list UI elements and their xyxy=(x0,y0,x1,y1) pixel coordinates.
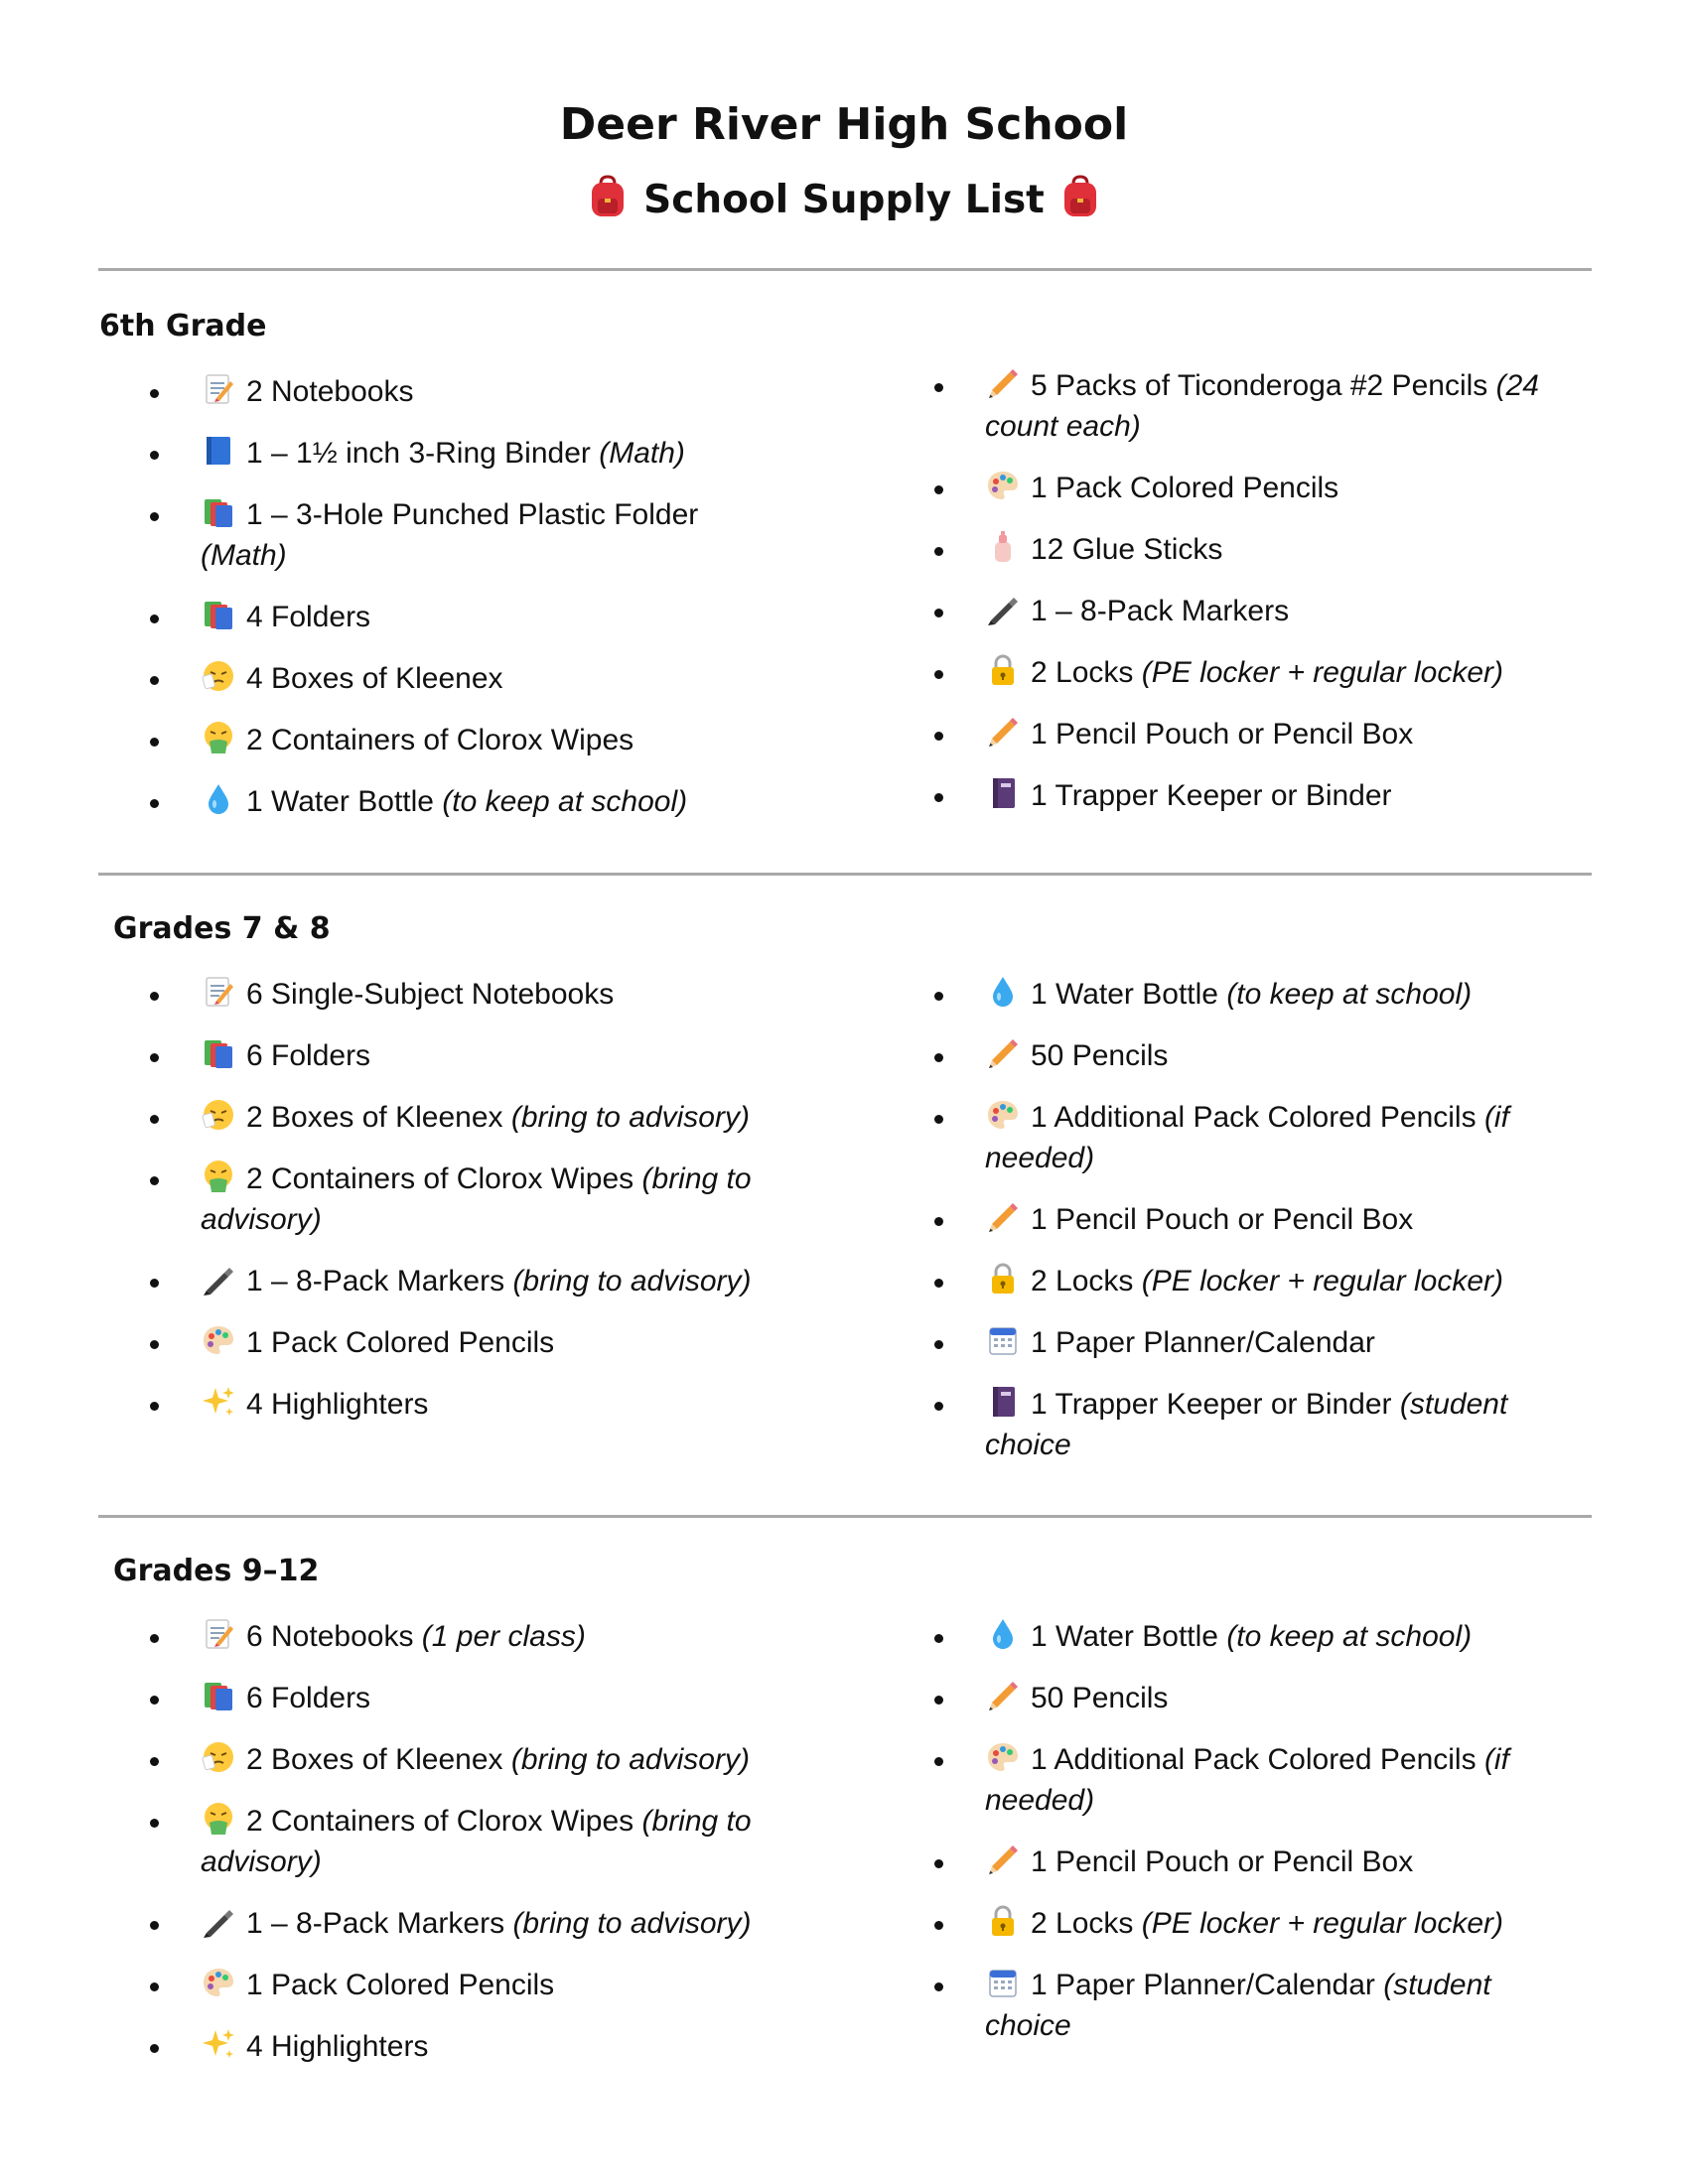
supply-item xyxy=(149,974,784,1015)
supply-item-text: 1 – 8-Pack Markers xyxy=(1031,595,1290,627)
supply-list-right xyxy=(933,974,1569,1486)
supply-item xyxy=(933,1903,1569,1944)
supply-item-note: (PE locker + regular locker) xyxy=(1141,1907,1504,1940)
supply-item-text: 5 Packs of Ticonderoga #2 Pencils xyxy=(1031,369,1488,402)
supply-item xyxy=(933,1384,1569,1465)
supply-item-note: (bring to advisory) xyxy=(512,1907,752,1940)
supply-item xyxy=(933,1842,1569,1882)
supply-item-text: 2 Containers of Clorox Wipes xyxy=(246,724,634,756)
supply-item xyxy=(933,974,1569,1015)
supply-item xyxy=(933,714,1569,754)
supply-item-text: 6 Folders xyxy=(246,1682,371,1714)
memo-icon xyxy=(201,974,236,1010)
supply-item-note: (to keep at school) xyxy=(442,785,688,818)
palette-icon xyxy=(201,1965,236,2000)
droplet-icon xyxy=(985,1616,1021,1652)
supply-item xyxy=(149,597,784,637)
section-heading xyxy=(99,911,331,946)
supply-item-text: 1 Trapper Keeper or Binder xyxy=(1031,779,1392,812)
supply-item-text: 2 Notebooks xyxy=(246,375,414,408)
supply-item-text: 1 – 3-Hole Punched Plastic Folder xyxy=(246,498,699,531)
supply-item-text: 2 Locks xyxy=(1031,1907,1134,1940)
blue-book-icon xyxy=(201,433,236,469)
supply-item xyxy=(933,529,1569,570)
pen-icon xyxy=(201,1261,236,1297)
supply-item-text: 1 Pack Colored Pencils xyxy=(246,1969,555,2001)
droplet-icon xyxy=(201,781,236,817)
supply-item xyxy=(149,1678,784,1718)
supply-item-text: 6 Folders xyxy=(246,1039,371,1072)
supply-item-note: (bring to advisory) xyxy=(510,1743,750,1776)
supply-item-text: 1 Pencil Pouch or Pencil Box xyxy=(1031,1845,1414,1878)
lock-icon xyxy=(985,1261,1021,1297)
supply-item-text: 1 Additional Pack Colored Pencils xyxy=(1031,1101,1477,1134)
supply-item-note: (Math) xyxy=(599,437,685,470)
sparkles-icon xyxy=(201,1384,236,1420)
supply-item-note: (to keep at school) xyxy=(1226,1620,1473,1653)
droplet-icon xyxy=(985,974,1021,1010)
supply-item-text: 1 Paper Planner/Calendar xyxy=(1031,1969,1375,2001)
supply-item-text: 1 Water Bottle xyxy=(246,785,434,818)
supply-item-text: 4 Highlighters xyxy=(246,1388,429,1421)
palette-icon xyxy=(985,468,1021,503)
supply-item-text: 6 Single-Subject Notebooks xyxy=(246,978,615,1011)
supply-item-text: 6 Notebooks xyxy=(246,1620,414,1653)
supply-item-text: 2 Containers of Clorox Wipes xyxy=(246,1162,634,1195)
section-heading: 6th Grade xyxy=(99,309,267,343)
supply-item xyxy=(933,1739,1569,1821)
supply-item-text: 1 Pencil Pouch or Pencil Box xyxy=(1031,1203,1414,1236)
sneezing-face-icon xyxy=(201,1097,236,1133)
supply-item xyxy=(933,1322,1569,1363)
pen-icon xyxy=(985,591,1021,626)
supply-item-note: (bring to advisory) xyxy=(201,1805,752,1878)
supply-item xyxy=(933,1261,1569,1301)
pencil-icon xyxy=(985,714,1021,750)
section-heading-text: Grades 9–12 xyxy=(113,1554,320,1588)
supply-item-text: 12 Glue Sticks xyxy=(1031,533,1223,566)
glue-bottle-icon xyxy=(985,529,1021,565)
supply-list-left xyxy=(149,371,784,843)
supply-item xyxy=(149,1035,784,1076)
supply-item xyxy=(149,494,784,576)
supply-item-note: (if needed) xyxy=(985,1101,1509,1174)
supply-item-text: 50 Pencils xyxy=(1031,1039,1169,1072)
supply-item-text: 1 – 8-Pack Markers xyxy=(246,1265,505,1297)
supply-item xyxy=(933,652,1569,693)
calendar-icon xyxy=(985,1965,1021,2000)
supply-item xyxy=(149,720,784,760)
supply-item xyxy=(149,1965,784,2005)
palette-icon xyxy=(985,1097,1021,1133)
school-title: Deer River High School xyxy=(559,99,1129,150)
supply-item-note: (if needed) xyxy=(985,1743,1509,1817)
supply-item-text: 1 – 1½ inch 3-Ring Binder xyxy=(246,437,591,470)
supply-item xyxy=(149,1801,784,1882)
supply-item xyxy=(149,658,784,699)
lock-icon xyxy=(985,1903,1021,1939)
books-icon xyxy=(201,1035,236,1071)
supply-list-right xyxy=(933,365,1569,837)
pencil-icon xyxy=(985,1842,1021,1877)
pencil-icon xyxy=(985,1035,1021,1071)
supply-item-text: 50 Pencils xyxy=(1031,1682,1169,1714)
palette-icon xyxy=(201,1322,236,1358)
lock-icon xyxy=(985,652,1021,688)
supply-item xyxy=(149,1159,784,1240)
supply-item xyxy=(149,1384,784,1425)
supply-item xyxy=(149,1322,784,1363)
divider xyxy=(98,268,1592,271)
supply-item-text: 4 Folders xyxy=(246,601,371,633)
supply-item xyxy=(149,1097,784,1138)
pencil-icon xyxy=(985,1199,1021,1235)
backpack-icon xyxy=(1060,175,1100,218)
supply-item-text: 1 Paper Planner/Calendar xyxy=(1031,1326,1375,1359)
vomiting-face-icon xyxy=(201,1801,236,1837)
supply-item xyxy=(149,1739,784,1780)
supply-item-note: (bring to advisory) xyxy=(512,1265,752,1297)
supply-item-text: 1 Pencil Pouch or Pencil Box xyxy=(1031,718,1414,751)
supply-item xyxy=(149,1261,784,1301)
memo-icon xyxy=(201,1616,236,1652)
supply-item xyxy=(149,371,784,412)
backpack-icon xyxy=(588,175,628,218)
divider xyxy=(98,1515,1592,1518)
section-heading xyxy=(99,1554,319,1588)
supply-item-note: (PE locker + regular locker) xyxy=(1141,656,1504,689)
supply-item-note: (Math) xyxy=(201,539,287,572)
supply-item-text: 2 Containers of Clorox Wipes xyxy=(246,1805,634,1838)
supply-item-text: 4 Highlighters xyxy=(246,2030,429,2063)
supply-item xyxy=(933,1965,1569,2046)
vomiting-face-icon xyxy=(201,720,236,755)
supply-item-note: (24 count each) xyxy=(985,369,1539,443)
supply-item-note: (to keep at school) xyxy=(1226,978,1473,1011)
supply-item-note: (student choice xyxy=(985,1388,1508,1461)
supply-item-text: 2 Locks xyxy=(1031,1265,1134,1297)
calendar-icon xyxy=(985,1322,1021,1358)
books-icon xyxy=(201,1678,236,1713)
notebook-icon xyxy=(985,775,1021,811)
sneezing-face-icon xyxy=(201,658,236,694)
supply-item-note: (PE locker + regular locker) xyxy=(1141,1265,1504,1297)
books-icon xyxy=(201,597,236,632)
supply-item-text: 2 Boxes of Kleenex xyxy=(246,1743,503,1776)
supply-item xyxy=(933,775,1569,816)
vomiting-face-icon xyxy=(201,1159,236,1194)
sparkles-icon xyxy=(201,2026,236,2062)
list-title xyxy=(0,175,1688,222)
supply-item-text: 1 Pack Colored Pencils xyxy=(246,1326,555,1359)
pencil-icon xyxy=(985,1678,1021,1713)
supply-item xyxy=(933,1616,1569,1657)
notebook-icon xyxy=(985,1384,1021,1420)
supply-item-note: (1 per class) xyxy=(421,1620,586,1653)
pen-icon xyxy=(201,1903,236,1939)
supply-item-text: 1 Water Bottle xyxy=(1031,1620,1218,1653)
supply-item-note: (bring to advisory) xyxy=(510,1101,750,1134)
list-title-text: School Supply List xyxy=(643,178,1045,222)
supply-list-left xyxy=(149,1616,784,2088)
supply-item xyxy=(149,2026,784,2067)
supply-item xyxy=(933,365,1569,447)
supply-item xyxy=(933,1199,1569,1240)
books-icon xyxy=(201,494,236,530)
divider xyxy=(98,873,1592,876)
sneezing-face-icon xyxy=(201,1739,236,1775)
supply-item-note: (student choice xyxy=(985,1969,1491,2042)
supply-item-text: 1 Pack Colored Pencils xyxy=(1031,472,1339,504)
supply-item xyxy=(149,781,784,822)
supply-item xyxy=(149,1616,784,1657)
section-heading-text: Grades 7 & 8 xyxy=(113,911,331,946)
supply-item xyxy=(149,433,784,474)
supply-list-left xyxy=(149,974,784,1445)
memo-icon xyxy=(201,371,236,407)
supply-item xyxy=(149,1903,784,1944)
supply-item-text: 2 Boxes of Kleenex xyxy=(246,1101,503,1134)
supply-item-note: (bring to advisory) xyxy=(201,1162,752,1236)
supply-item xyxy=(933,1097,1569,1178)
supply-item-text: 4 Boxes of Kleenex xyxy=(246,662,503,695)
supply-item-text: 1 Trapper Keeper or Binder xyxy=(1031,1388,1392,1421)
supply-item-text: 2 Locks xyxy=(1031,656,1134,689)
supply-item-text: 1 – 8-Pack Markers xyxy=(246,1907,505,1940)
supply-item xyxy=(933,1035,1569,1076)
supply-item xyxy=(933,468,1569,508)
supply-item xyxy=(933,1678,1569,1718)
pencil-icon xyxy=(985,365,1021,401)
supply-item-text: 1 Water Bottle xyxy=(1031,978,1218,1011)
palette-icon xyxy=(985,1739,1021,1775)
supply-item-text: 1 Additional Pack Colored Pencils xyxy=(1031,1743,1477,1776)
supply-item xyxy=(933,591,1569,631)
supply-list-right xyxy=(933,1616,1569,2067)
